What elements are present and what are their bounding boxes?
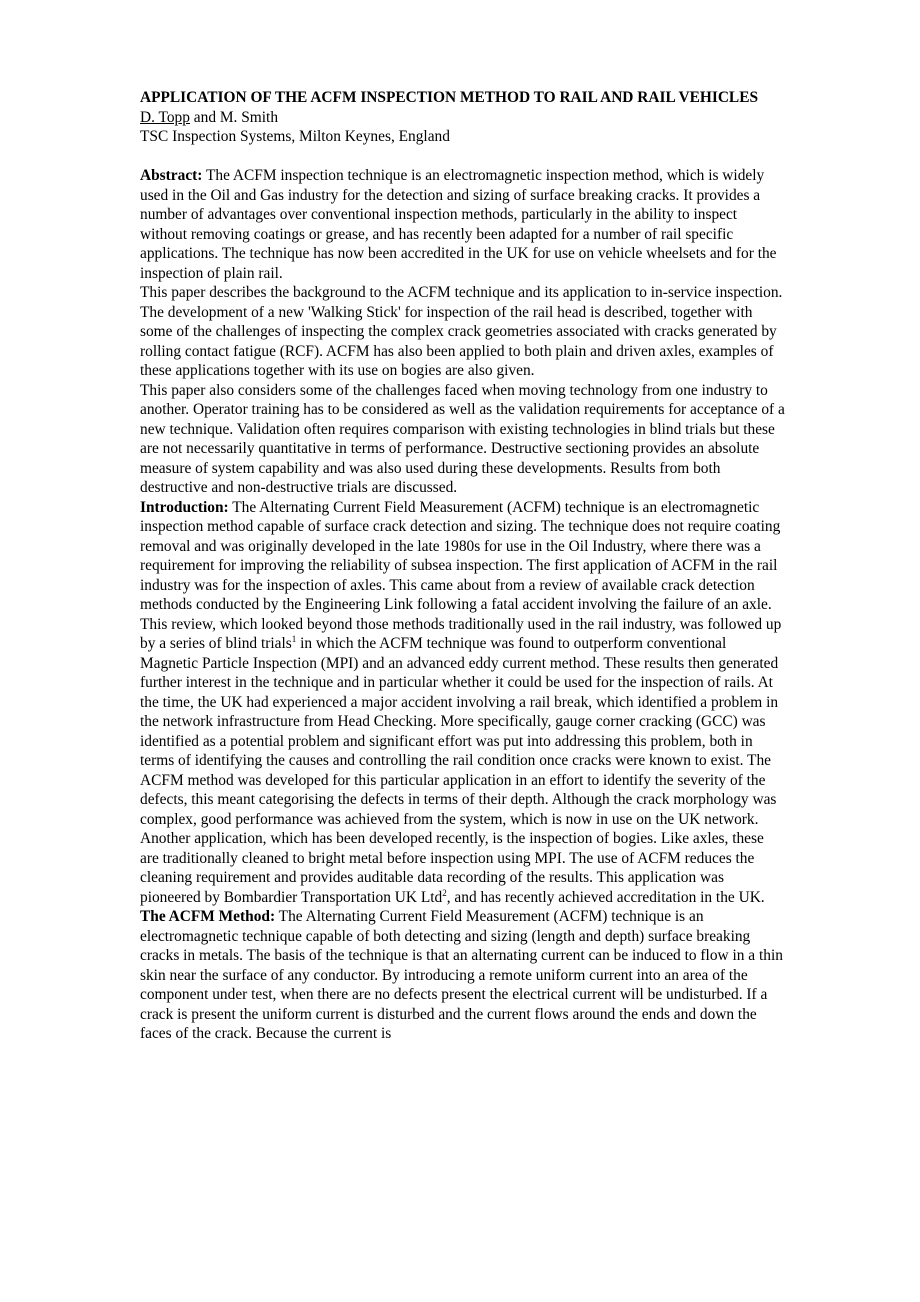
- abstract-paragraph-2: This paper describes the background to the ACFM technique and its application to in-service inspection. The development of a new 'Walking Stick' for inspection of the rail head is described, together with some of the challenges of inspecting the complex crack geometries associated with cracks generated by rolling contact fatigue (RCF). ACFM has also been applied to both plain and driven axles, examples of these applications together with its use on bogies are also given.: [140, 284, 783, 379]
- introduction-text-1b: in which the ACFM technique was found to outperform conventional Magnetic Particle Inspection (MPI) and an advanced eddy current method. These results then generated further interest in the technique and in particular whether it could be used for the inspection of rails. At the time, the UK had experienced a major accident involving a rail break, which identified a problem in the network infrastructure from Head Checking. More specifically, gauge corner cracking (GCC) was identified as a potential problem and significant effort was put into addressing this problem, both in terms of identifying the causes and controlling the rail condition once cracks were known to exist. The ACFM method was developed for this particular application in an effort to identify the severity of the defects, this meant categorising the defects in terms of their depth. Although the crack morphology was complex, good performance was achieved from the system, which is now in use on the UK network.: [140, 635, 779, 828]
- introduction-heading: Introduction:: [140, 498, 229, 516]
- introduction-text-1a: The Alternating Current Field Measurement (ACFM) technique is an electromagnetic inspection method capable of surface crack detection and sizing. The technique does not require coating removal and was originally developed in the late 1980s for use in the Oil Industry, where there was a requirement for improving the reliability of subsea inspection. The first application of ACFM in the rail industry was for the inspection of axles. This came about from a review of available crack detection methods conducted by the Engineering Link following a fatal accident involving the failure of an axle. This review, which looked beyond those methods traditionally used in the rail industry, was followed up by a series of blind trials: [140, 498, 782, 652]
- author-line: [140, 108, 785, 128]
- introduction-text-2a: Another application, which has been developed recently, is the inspection of bogies. Like axles, these are traditionally cleaned to bright metal before inspection using MPI. The use of ACFM reduces the cleaning requirement and provides auditable data recording of the results. This application was pioneered by Bombardier Transportation UK Ltd: [140, 830, 764, 906]
- introduction-paragraph-2: [140, 829, 785, 907]
- abstract-text-1: The ACFM inspection technique is an electromagnetic inspection method, which is widely used in the Oil and Gas industry for the detection and sizing of surface breaking cracks. It provides a number of advantages over conventional inspection methods, particularly in the ability to inspect without removing coatings or grease, and has recently been adapted for a number of rail specific applications. The technique has now been accredited in the UK for use on vehicle wheelsets and for the inspection of plain rail.: [140, 167, 777, 282]
- paper-page: [140, 88, 785, 1044]
- method-paragraph-1: [140, 907, 785, 1044]
- reference-marker-1: 1: [291, 634, 297, 644]
- abstract-paragraph-3: This paper also considers some of the challenges faced when moving technology from one industry to another. Operator training has to be considered as well as the validation requirements for acceptance of a new technique. Validation often requires comparison with existing technologies in blind trials but these are not necessarily quantitative in terms of performance. Destructive sectioning provides an absolute measure of system capability and was also used during these developments. Results from both destructive and non-destructive trials are discussed.: [140, 381, 785, 496]
- method-text-1: The Alternating Current Field Measurement (ACFM) technique is an electromagnetic technique capable of both detecting and sizing (length and depth) surface breaking cracks in metals. The basis of the technique is that an alternating current can be induced to flow in a thin skin near the surface of any conductor. By introducing a remote uniform current into an area of the component under test, when there are no defects present the electrical current will be undisturbed. If a crack is present the uniform current is disturbed and the current flows around the ends and down the faces of the crack. Because the current is: [140, 908, 783, 1042]
- abstract-heading: Abstract:: [140, 167, 203, 184]
- paper-title: APPLICATION OF THE ACFM INSPECTION METHOD TO RAIL AND RAIL VEHICLES: [140, 89, 759, 106]
- spacer: [140, 147, 785, 167]
- introduction-paragraph-1: [140, 498, 785, 830]
- abstract-paragraph-1: [140, 166, 785, 283]
- reference-marker-2: 2: [442, 887, 447, 898]
- introduction-text-2b: , and has recently achieved accreditation in the UK.: [446, 888, 765, 906]
- co-author: and M. Smith: [189, 108, 279, 126]
- affiliation: TSC Inspection Systems, Milton Keynes, England: [140, 128, 450, 145]
- method-heading: The ACFM Method:: [140, 908, 276, 925]
- presenting-author: D. Topp: [140, 108, 190, 126]
